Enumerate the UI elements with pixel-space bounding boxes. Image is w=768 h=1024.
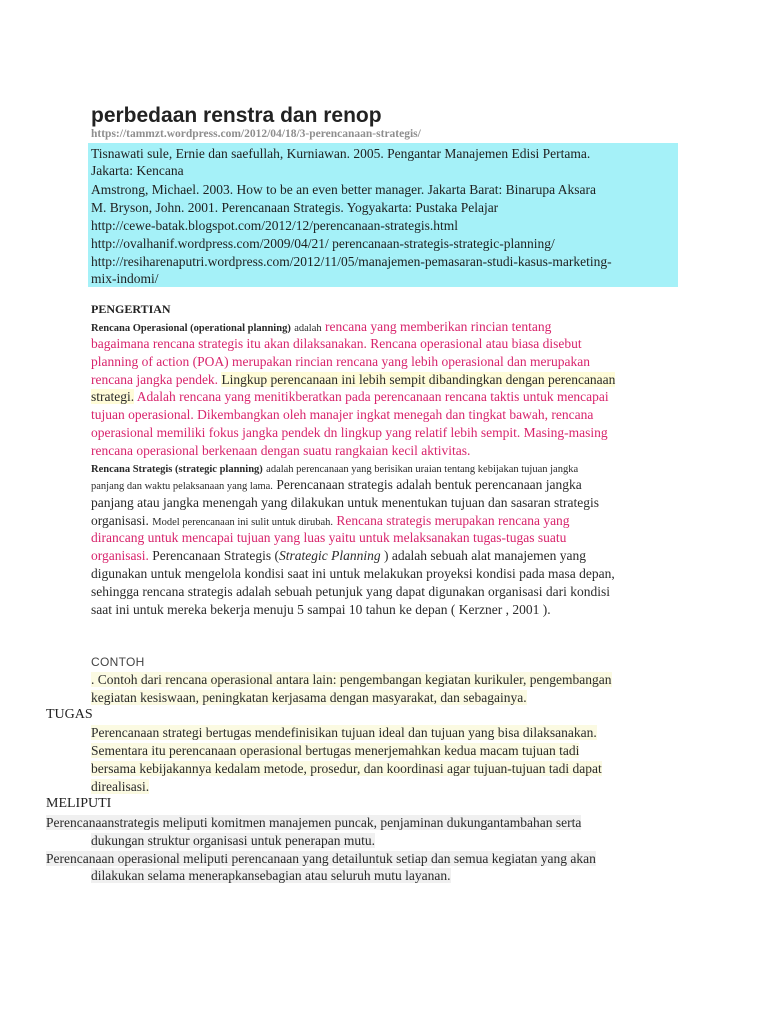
- reference-line: Tisnawati sule, Ernie dan saefullah, Kurniawan. 2005. Pengantar Manajemen Edisi Pertama.: [91, 146, 591, 161]
- tugas-text: Perencanaan strategi bertugas mendefinisikan tujuan ideal dan tujuan yang bisa dilaksanakan.: [91, 725, 597, 740]
- meliputi-text: dukungan struktur organisasi untuk penerapan mutu.: [91, 833, 375, 848]
- pengertian-heading: PENGERTIAN: [91, 302, 171, 316]
- reference-link-continuation[interactable]: mix-indomi/: [91, 271, 159, 286]
- renstra-text: organisasi.: [91, 513, 149, 528]
- reference-link[interactable]: http://resiharenaputri.wordpress.com/2012/11/05/manajemen-pemasaran-studi-kasus-marketing-: [91, 254, 612, 269]
- renstra-line-7: digunakan untuk mengelola kondisi saat ini untuk melakukan proyeksi kondisi pada masa depan,: [91, 566, 615, 581]
- references-block: [88, 143, 678, 287]
- contoh-line-2: [91, 689, 527, 707]
- contoh-label: CONTOH: [91, 655, 145, 669]
- renstra-text: Rencana strategis merupakan rencana yang: [336, 513, 570, 528]
- renop-text: rencana yang memberikan rincian tentang: [324, 319, 552, 334]
- renop-line-4: [91, 371, 615, 389]
- renstra-text: organisasi.: [91, 548, 149, 563]
- renop-line-7: operasional memiliki fokus jangka pendek dn lingkup yang relatif lebih sempit. Masing-masing: [91, 425, 608, 440]
- tugas-line-1: [91, 724, 597, 742]
- contoh-text: kegiatan kesiswaan, peningkatan kerjasama dengan masyarakat, dan sebagainya.: [91, 690, 527, 705]
- meliputi-text: dilakukan selama menerapkansebagian atau seluruh mutu layanan.: [91, 868, 451, 883]
- renstra-line-2: [91, 476, 582, 496]
- renstra-term: Rencana Strategis (strategic planning): [91, 464, 263, 475]
- meliputi-label: MELIPUTI: [46, 796, 112, 811]
- page-title: perbedaan renstra dan renop: [91, 104, 382, 127]
- renop-text: Adalah rencana yang menitikberatkan pada perencanaan rencana taktis untuk mencapai: [136, 389, 609, 404]
- source-link[interactable]: https://tammzt.wordpress.com/2012/04/18/3-perencanaan-strategis/: [91, 128, 421, 140]
- renstra-text: adalah perencanaan yang berisikan uraian tentang kebijakan tujuan jangka: [266, 464, 579, 475]
- renstra-line-3: panjang atau jangka menengah yang dilakukan untuk menentukan tujuan dan sasaran strategis: [91, 495, 599, 510]
- renstra-text: ) adalah sebuah alat manajemen yang: [383, 548, 586, 563]
- reference-link[interactable]: http://cewe-batak.blogspot.com/2012/12/perencanaan-strategis.html: [91, 218, 459, 233]
- contoh-text: . Contoh dari rencana operasional antara lain: pengembangan kegiatan kurikuler, pengembangan: [91, 672, 612, 687]
- renop-text: rencana jangka pendek.: [91, 372, 219, 387]
- renop-text-highlight: Lingkup perencanaan ini lebih sempit dibandingkan dengan perencanaan: [221, 372, 616, 387]
- renstra-line-5: dirancang untuk mencapai tujuan yang luas yaitu untuk melaksanakan tugas-tugas suatu: [91, 530, 567, 545]
- meliputi-text: Perencanaanstrategis meliputi komitmen manajemen puncak, penjaminan dukungantambahan serta: [46, 815, 582, 830]
- tugas-label: TUGAS: [46, 707, 93, 722]
- reference-line: Amstrong, Michael. 2003. How to be an even better manager. Jakarta Barat: Binarupa Aksara: [91, 182, 596, 197]
- tugas-text: bersama kebijakannya kedalam metode, prosedur, dan koordinasi agar tujuan-tujuan tadi dapat: [91, 761, 602, 776]
- renstra-line-9: saat ini untuk mereka bekerja menuju 5 sampai 10 tahun ke depan ( Kerzner , 2001 ).: [91, 602, 551, 617]
- renop-line-6: tujuan operasional. Dikembangkan oleh manajer ingkat menegah dan tingkat bawah, rencana: [91, 407, 594, 422]
- renop-line-8: rencana operasional berkenaan dengan suatu rangkaian kecil aktivitas.: [91, 443, 471, 458]
- meliputi-text: Perencanaan operasional meliputi perencanaan yang detailuntuk setiap dan semua kegiatan yang akan: [46, 851, 596, 866]
- reference-line: M. Bryson, John. 2001. Perencanaan Strategis. Yogyakarta: Pustaka Pelajar: [91, 200, 499, 215]
- meliputi-b-line-1: [46, 850, 596, 868]
- contoh-line-1: [91, 671, 612, 689]
- renstra-line-6: [91, 547, 586, 565]
- renstra-text: panjang dan waktu pelaksanaan yang lama.: [91, 481, 273, 492]
- renop-adalah: adalah: [294, 323, 322, 334]
- renop-line-2: bagaimana rencana strategis itu akan dilaksanakan. Rencana operasional atau biasa disebut: [91, 336, 582, 351]
- tugas-line-3: [91, 760, 602, 778]
- meliputi-b-line-2: [91, 867, 451, 885]
- reference-link[interactable]: http://ovalhanif.wordpress.com/2009/04/21/ perencanaan-strategis-strategic-planning/: [91, 236, 555, 251]
- tugas-line-2: [91, 742, 579, 760]
- tugas-line-4: [91, 778, 149, 796]
- renstra-text-italic: Strategic Planning: [278, 548, 381, 563]
- renstra-text: Perencanaan Strategis (: [152, 548, 279, 563]
- meliputi-a-line-1: [46, 814, 581, 832]
- renop-line-3: planning of action (POA) merupakan rincian rencana yang lebih operasional dan merupakan: [91, 354, 590, 369]
- tugas-text: direalisasi.: [91, 779, 150, 794]
- renstra-text: Perencanaan strategis adalah bentuk perencanaan jangka: [276, 477, 582, 492]
- reference-line: Jakarta: Kencana: [91, 163, 184, 178]
- renop-line-5: [91, 388, 609, 406]
- meliputi-a-line-2: [91, 832, 375, 850]
- renop-text-highlight: strategi.: [91, 389, 135, 404]
- renstra-text: Model perencanaan ini sulit untuk dirubah.: [152, 517, 334, 528]
- tugas-text: Sementara itu perencanaan operasional bertugas menerjemahkan kedua macam tujuan tadi: [91, 743, 580, 758]
- renstra-line-8: sehingga rencana strategis adalah sebuah petunjuk yang dapat digunakan organisasi dari kondisi: [91, 584, 610, 599]
- renop-term: Rencana Operasional (operational planning): [91, 323, 291, 334]
